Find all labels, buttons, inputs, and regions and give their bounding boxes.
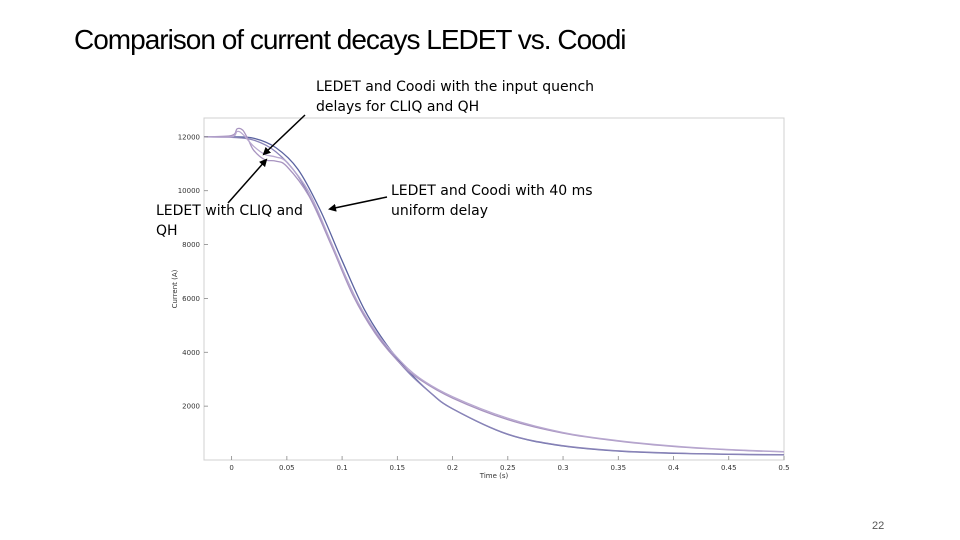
y-tick-label: 12000 [177,133,200,142]
x-axis-label: Time (s) [479,472,509,480]
x-tick-label: 0.1 [336,464,348,472]
x-tick-label: 0.35 [610,464,627,472]
x-tick-label: 0.05 [279,464,295,472]
x-tick-label: 0 [229,464,234,472]
slide-title: Comparison of current decays LEDET vs. Coodi [74,24,626,55]
annotation-ledet-cliq-qh: LEDET with CLIQ and QH [156,203,303,239]
x-tick-label: 0.2 [447,464,459,472]
y-tick-label: 2000 [182,402,200,411]
page-number: 22 [872,520,885,532]
x-tick-label: 0.25 [500,464,516,472]
x-tick-label: 0.4 [667,464,680,472]
x-tick-label: 0.3 [557,464,569,472]
annotation-uniform-delay: LEDET and Coodi with 40 ms uniform delay [391,183,593,219]
x-tick-label: 0.45 [720,464,737,472]
y-axis-label: Current (A) [171,269,179,309]
y-tick-label: 10000 [177,187,200,196]
plot-frame [204,118,784,460]
x-tick-label: 0.5 [778,464,790,472]
x-tick-label: 0.15 [389,464,406,472]
y-tick-label: 6000 [182,294,200,303]
y-tick-label: 4000 [182,348,200,357]
y-tick-label: 8000 [182,241,200,250]
annotation-input-quench-delays: LEDET and Coodi with the input quench delays for CLIQ and QH [316,79,595,115]
